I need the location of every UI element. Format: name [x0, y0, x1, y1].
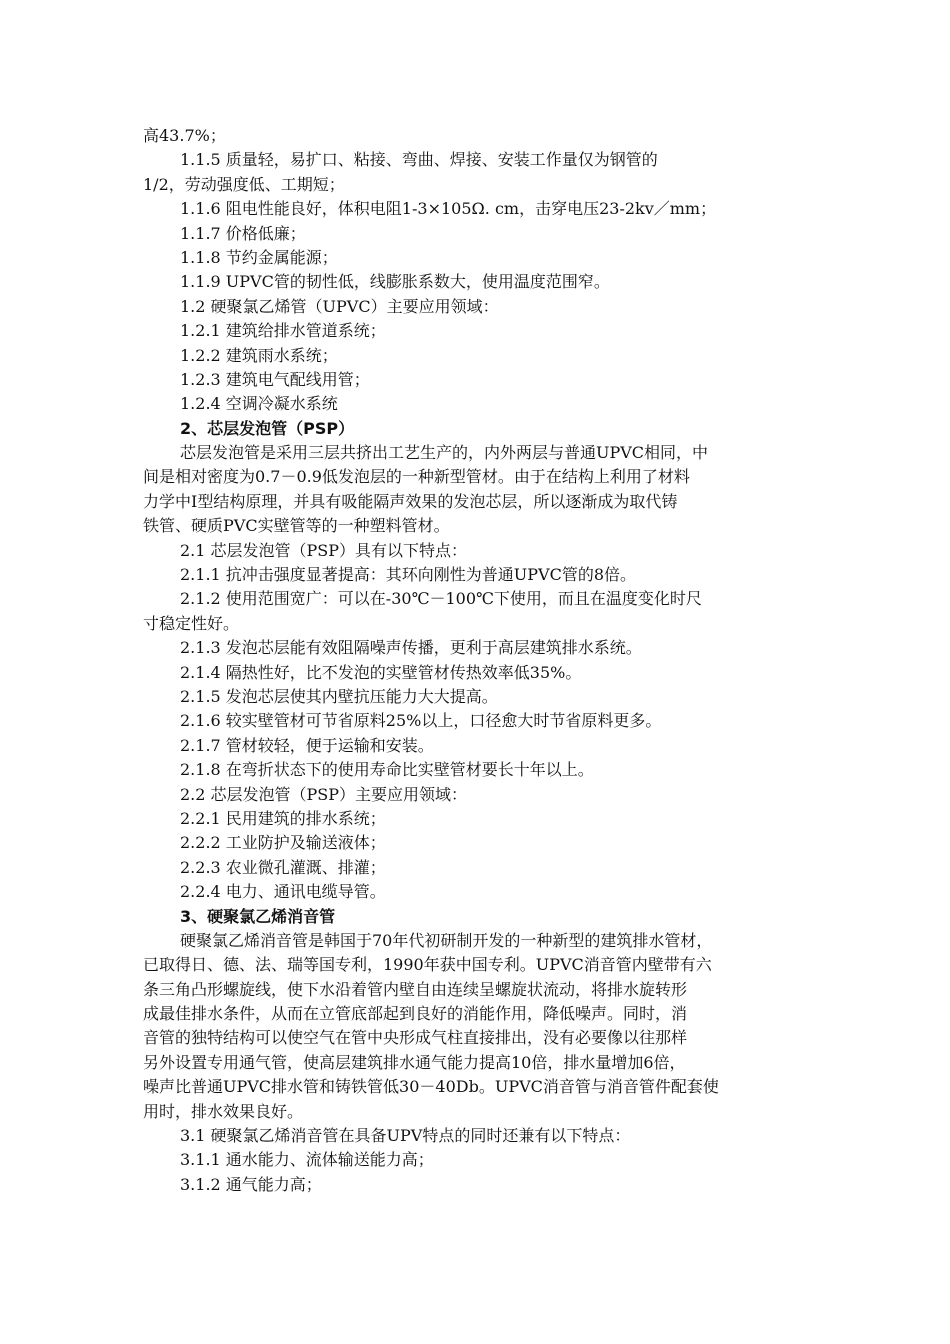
text-line: 芯层发泡管是采用三层共挤出工艺生产的，内外两层与普通UPVC相同，中	[180, 443, 709, 463]
text-line: 条三角凸形螺旋线，使下水沿着管内壁自由连续呈螺旋状流动，将排水旋转形	[143, 979, 688, 999]
text-line: 寸稳定性好。	[143, 613, 240, 633]
text-line: 2.2 芯层发泡管（PSP）主要应用领域：	[180, 784, 468, 804]
text-line: 2.1.1 抗冲击强度显著提高：其环向刚性为普通UPVC管的8倍。	[180, 565, 637, 585]
text-line: 1.2 硬聚氯乙烯管（UPVC）主要应用领域：	[180, 296, 499, 316]
text-line: 2.1.3 发泡芯层能有效阻隔噪声传播，更利于高层建筑排水系统。	[180, 638, 642, 658]
text-line: 1.2.4 空调冷凝水系统	[180, 394, 338, 414]
text-line: 1/2，劳动强度低、工期短；	[143, 174, 345, 194]
document-body	[143, 124, 807, 1197]
text-line: 1.1.9 UPVC管的韧性低，线膨胀系数大，使用温度范围窄。	[180, 272, 610, 292]
text-line: 1.1.8 节约金属能源；	[180, 247, 338, 267]
text-line: 2.1.8 在弯折状态下的使用寿命比实壁管材要长十年以上。	[180, 760, 594, 780]
text-line: 力学中I型结构原理，并具有吸能隔声效果的发泡芯层，所以逐渐成为取代铸	[143, 491, 678, 511]
text-line: 3.1.2 通气能力高；	[180, 1174, 322, 1194]
text-line: 1.1.7 价格低廉；	[180, 223, 306, 243]
text-line: 1.2.1 建筑给排水管道系统；	[180, 321, 386, 341]
text-line: 硬聚氯乙烯消音管是韩国于70年代初研制开发的一种新型的建筑排水管材，	[180, 930, 713, 950]
text-line: 1.1.6 阻电性能良好，体积电阻1-3×105Ω. cm，击穿电压23-2kv／mm；	[180, 199, 717, 219]
text-line: 2.2.4 电力、通讯电缆导管。	[180, 882, 386, 902]
text-line: 已取得日、德、法、瑞等国专利，1990年获中国专利。UPVC消音管内壁带有六	[143, 955, 712, 975]
text-line: 1.2.3 建筑电气配线用管；	[180, 369, 370, 389]
text-line: 高43.7%；	[143, 126, 226, 145]
text-line: 2.1.4 隔热性好，比不发泡的实壁管材传热效率低35%。	[180, 662, 582, 682]
text-line: 间是相对密度为0.7－0.9低发泡层的一种新型管材。由于在结构上利用了材料	[143, 467, 690, 487]
text-line: 2.1 芯层发泡管（PSP）具有以下特点：	[180, 540, 468, 560]
text-line: 2.1.2 使用范围宽广：可以在-30℃－100℃下使用，而且在温度变化时尺	[180, 589, 702, 609]
text-line: 3.1.1 通水能力、流体输送能力高；	[180, 1150, 434, 1170]
text-line: 2.1.5 发泡芯层使其内壁抗压能力大大提高。	[180, 686, 498, 706]
section-heading: 2、芯层发泡管（PSP）	[180, 418, 355, 438]
text-line: 铁管、硬质PVC实壁管等的一种塑料管材。	[143, 516, 450, 536]
text-line: 2.2.2 工业防护及输送液体；	[180, 833, 386, 853]
text-line: 1.2.2 建筑雨水系统；	[180, 345, 338, 365]
text-line: 用时，排水效果良好。	[143, 1101, 304, 1121]
text-line: 2.2.1 民用建筑的排水系统；	[180, 808, 386, 828]
text-line: 2.1.6 较实壁管材可节省原料25%以上，口径愈大时节省原料更多。	[180, 711, 662, 731]
text-line: 噪声比普通UPVC排水管和铸铁管低30－40Db。UPVC消音管与消音管件配套使	[143, 1077, 719, 1097]
section-heading: 3、硬聚氯乙烯消音管	[180, 906, 336, 926]
text-line: 2.1.7 管材较轻，便于运输和安装。	[180, 735, 434, 755]
text-line: 1.1.5 质量轻，易扩口、粘接、弯曲、焊接、安装工作量仅为钢管的	[180, 150, 658, 170]
text-line: 成最佳排水条件，从而在立管底部起到良好的消能作用，降低噪声。同时，消	[143, 1004, 688, 1024]
text-line: 音管的独特结构可以使空气在管中央形成气柱直接排出，没有必要像以往那样	[143, 1028, 688, 1048]
text-line: 2.2.3 农业微孔灌溉、排灌；	[180, 857, 386, 877]
text-line: 另外设置专用通气管，使高层建筑排水通气能力提高10倍，排水量增加6倍，	[143, 1052, 686, 1072]
text-line: 3.1 硬聚氯乙烯消音管在具备UPV特点的同时还兼有以下特点：	[180, 1126, 631, 1146]
